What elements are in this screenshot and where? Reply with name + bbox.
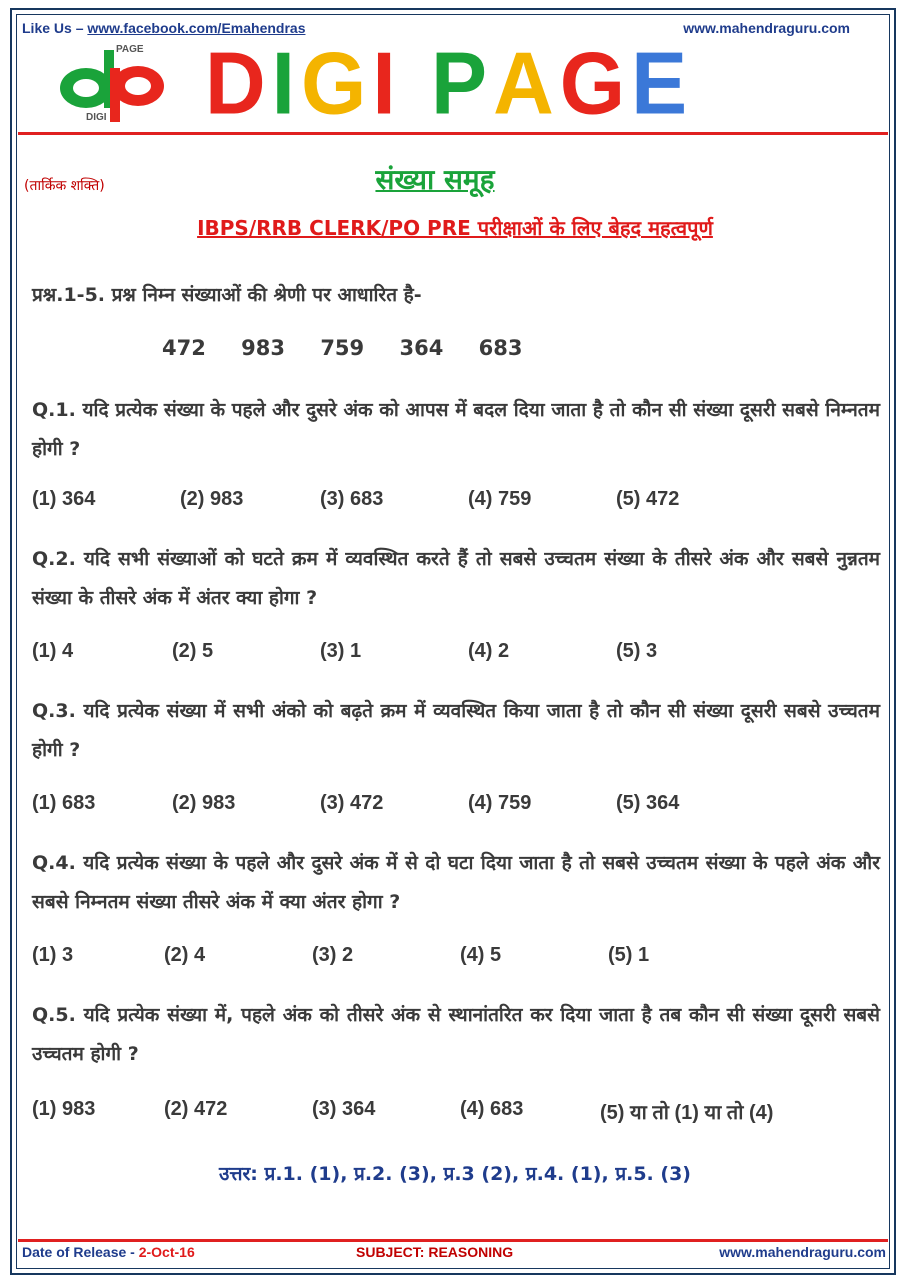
banner-letter: E	[631, 33, 694, 133]
series-number: 983	[241, 336, 285, 360]
banner-letter	[402, 36, 431, 131]
site-link-bottom[interactable]: www.mahendraguru.com	[719, 1244, 886, 1260]
release-date	[22, 1244, 195, 1260]
option[interactable]: (2) 5	[172, 640, 214, 662]
question-number: Q.1.	[32, 399, 76, 421]
option[interactable]: (3) 364	[312, 1098, 376, 1120]
banner-letter: A	[493, 33, 560, 133]
option[interactable]: (5) या तो (1) या तो (4)	[600, 1102, 774, 1124]
banner-letter: I	[372, 33, 402, 133]
question-4	[32, 844, 880, 922]
option[interactable]: (4) 759	[468, 488, 532, 510]
option[interactable]: (4) 5	[460, 944, 502, 966]
release-date-value: 2-Oct-16	[138, 1244, 195, 1260]
option[interactable]: (4) 683	[460, 1098, 524, 1120]
option[interactable]: (1) 4	[32, 640, 74, 662]
option[interactable]: (4) 759	[468, 792, 532, 814]
option[interactable]: (3) 2	[312, 944, 354, 966]
option[interactable]: (5) 3	[616, 640, 658, 662]
series-number: 364	[399, 336, 444, 360]
banner-letter: P	[431, 33, 494, 133]
question-text: यदि प्रत्येक संख्या में, पहले अंक को तीसरे अंक से स्थानांतरित कर दिया जाता है तब कौन सी संख्या दूसरी सबसे उच्चतम होगी ?	[32, 1004, 880, 1065]
question-5	[32, 996, 880, 1074]
subject-label: SUBJECT: REASONING	[356, 1244, 514, 1260]
series-number: 472	[162, 336, 206, 360]
option[interactable]: (3) 472	[320, 792, 384, 814]
series-number: 759	[320, 336, 365, 360]
page-subtitle	[0, 214, 910, 241]
facebook-link[interactable]: www.facebook.com/Emahendras	[87, 20, 306, 36]
digi-page-logo-icon	[50, 40, 180, 122]
option[interactable]: (1) 364	[32, 488, 96, 510]
question-text: यदि प्रत्येक संख्या में सभी अंको को बढ़ते क्रम में व्यवस्थित किया जाता है तो कौन सी संख्या दूसरी सबसे उच्चतम होगी ?	[32, 700, 880, 761]
header-divider	[18, 132, 888, 135]
banner-letter: D	[205, 33, 272, 133]
page-title	[0, 160, 870, 198]
option[interactable]: (4) 2	[468, 640, 510, 662]
question-intro: प्रश्न.1-5. प्रश्न निम्न संख्याओं की श्रेणी पर आधारित है-	[32, 284, 422, 306]
question-number: Q.2.	[32, 548, 76, 570]
question-number: Q.5.	[32, 1004, 76, 1026]
series-number: 683	[478, 336, 523, 360]
logo-text-page: PAGE	[116, 44, 144, 55]
option[interactable]: (5) 364	[616, 792, 680, 814]
question-3	[32, 692, 880, 770]
option[interactable]: (3) 683	[320, 488, 384, 510]
question-text: यदि प्रत्येक संख्या के पहले और दुसरे अंक में से दो घटा दिया जाता है तो सबसे उच्चतम संख्या के पहले अंक और सबसे निम्नतम संख्या तीसरे अंक में क्या अंतर होगा ?	[32, 852, 880, 913]
option[interactable]: (2) 983	[172, 792, 236, 814]
digi-page-banner	[205, 33, 694, 133]
option[interactable]: (2) 4	[164, 944, 206, 966]
page-title-text: संख्या समूह	[375, 163, 495, 196]
page-border-inner	[16, 14, 890, 1269]
option[interactable]: (1) 983	[32, 1098, 96, 1120]
footer-divider	[18, 1239, 888, 1242]
subject-tag: (तार्किक शक्ति)	[24, 178, 105, 194]
option[interactable]: (3) 1	[320, 640, 362, 662]
question-2	[32, 540, 880, 618]
option[interactable]: (5) 472	[616, 488, 680, 510]
question-number: Q.3.	[32, 700, 76, 722]
option[interactable]: (2) 983	[180, 488, 244, 510]
option[interactable]: (5) 1	[608, 944, 650, 966]
site-link-top[interactable]: www.mahendraguru.com	[683, 20, 850, 36]
answer-key: उत्तर: प्र.1. (1), प्र.2. (3), प्र.3 (2), प्र.4. (1), प्र.5. (3)	[219, 1163, 691, 1185]
question-number: Q.4.	[32, 852, 76, 874]
option[interactable]: (1) 3	[32, 944, 74, 966]
logo-text-digi: DIGI	[86, 112, 107, 122]
like-us-label: Like Us –	[22, 20, 88, 36]
question-text: यदि सभी संख्याओं को घटते क्रम में व्यवस्थित करते हैं तो सबसे उच्चतम संख्या के तीसरे अंक और सबसे नुन्नतम संख्या के तीसरे अंक में अंतर क्या होगा ?	[32, 548, 881, 609]
option[interactable]: (2) 472	[164, 1098, 228, 1120]
number-series	[162, 336, 550, 360]
page-subtitle-text: IBPS/RRB CLERK/PO PRE परीक्षाओं के लिए बेहद महत्वपूर्ण	[197, 216, 713, 240]
option[interactable]: (1) 683	[32, 792, 96, 814]
banner-letter: G	[559, 33, 632, 133]
release-label: Date of Release -	[22, 1244, 139, 1260]
banner-letter: I	[271, 33, 302, 133]
banner-letter: G	[301, 33, 373, 133]
question-text: यदि प्रत्येक संख्या के पहले और दुसरे अंक को आपस में बदल दिया जाता है तो कौन सी संख्या दूसरी सबसे निम्नतम होगी ?	[32, 399, 881, 460]
question-1	[32, 391, 880, 469]
